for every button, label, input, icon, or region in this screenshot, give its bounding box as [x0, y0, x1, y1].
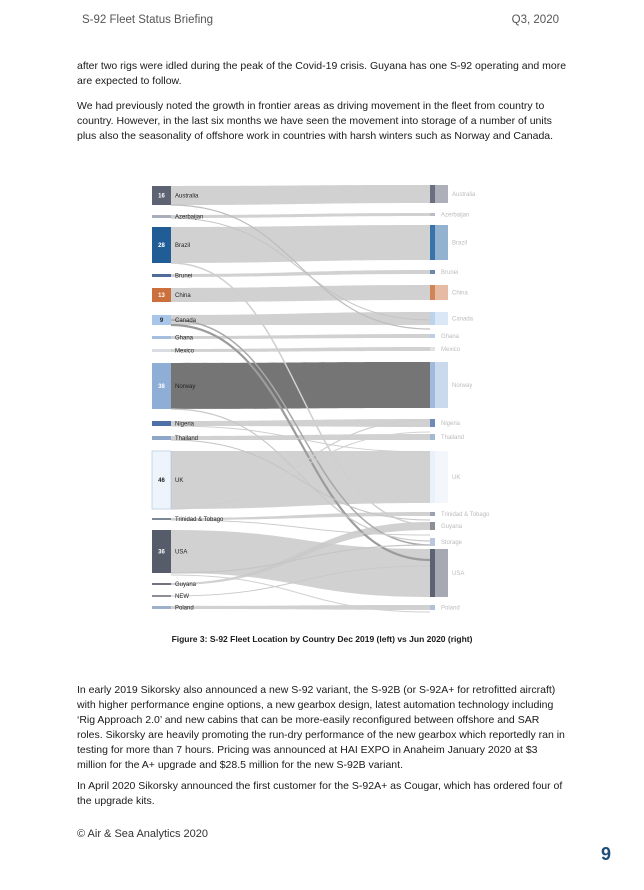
- right-node: [430, 185, 435, 203]
- right-node-label: UK: [452, 475, 461, 481]
- right-node-label: Canada: [452, 316, 474, 323]
- flow-band: [171, 225, 430, 263]
- right-node-label: Brunei: [441, 270, 459, 276]
- paragraph-3: In early 2019 Sikorsky also announced a new S-92 variant, the S-92B (or S-92A+ for retrofitted aircraft) with higher performance engine options, a new gearbox design, latest automation technology including ‘Rig Approach 2.0’ and new cabins that can be more-easily reconfigured between offshore and SAR roles. Sikorsky are heavily promoting the run-dry performance of the new gearbox which reportedly ran in testing for more than 7 hours. Pricing was announced at HAI EXPO in Anaheim January 2020 at $3 million for the A+ upgrade and $28.5 million for the new S-92B variant.: [77, 684, 565, 771]
- right-node: [430, 434, 435, 440]
- page-number: 9: [600, 844, 611, 864]
- right-node-shadow: [435, 451, 448, 503]
- cross-flow: [171, 320, 430, 545]
- left-node-label: Guyana: [175, 582, 197, 588]
- report-quarter: Q3, 2020: [511, 14, 559, 26]
- right-node: [430, 419, 435, 427]
- right-node: [430, 605, 435, 610]
- left-node: [152, 583, 171, 585]
- left-node: [152, 336, 171, 339]
- flow-band: [171, 270, 430, 277]
- right-node: [430, 225, 435, 260]
- node-count: 9: [159, 318, 164, 324]
- right-node: [430, 549, 435, 597]
- right-node: [430, 270, 435, 274]
- cross-flow: [171, 205, 430, 329]
- figure-caption: Figure 3: S-92 Fleet Location by Country Dec 2019 (left) vs Jun 2020 (right): [171, 634, 473, 644]
- left-node: [152, 215, 171, 218]
- right-node: [430, 522, 435, 530]
- left-node-label: NEW: [175, 594, 189, 600]
- left-node-label: Canada: [175, 318, 197, 324]
- node-count: 16: [158, 193, 165, 200]
- flow-band: [171, 605, 430, 610]
- flow-band: [171, 334, 430, 339]
- right-node-label: Poland: [441, 605, 460, 612]
- right-node-label: USA: [452, 571, 465, 577]
- flow-band: [171, 285, 430, 302]
- left-node-label: China: [175, 293, 191, 299]
- right-node: [430, 312, 435, 325]
- right-node: [430, 213, 435, 216]
- right-node-label: Azerbaijan: [441, 212, 470, 219]
- paragraph-1: after two rigs were idled during the peak of the Covid-19 crisis. Guyana has one S-92 operating and more are expected to follow.: [77, 60, 567, 87]
- left-node-label: Mexico: [175, 348, 195, 355]
- left-node: [152, 518, 171, 520]
- right-node-shadow: [435, 185, 448, 203]
- left-node-label: Trinidad & Tobago: [175, 517, 224, 523]
- left-node: [152, 421, 171, 426]
- paragraph-2: We had previously noted the growth in frontier areas as driving movement in the fleet from country to country. However, in the last six months we have seen the movement into storage of a number of units plus also the seasonality of offshore work in countries with harsh winters such as Norway and Canada.: [77, 100, 554, 142]
- flow-band: [171, 347, 430, 352]
- right-node-shadow: [435, 312, 448, 325]
- right-node: [430, 347, 435, 351]
- left-node-label: Australia: [175, 193, 199, 200]
- right-node-shadow: [435, 549, 448, 597]
- left-node-label: Norway: [175, 384, 196, 390]
- node-count: 28: [158, 243, 165, 249]
- left-node-label: Ghana: [175, 335, 194, 342]
- left-node-label: UK: [175, 478, 184, 484]
- flow-band: [171, 185, 430, 205]
- left-node: [152, 349, 171, 352]
- right-node-label: Trinidad & Tobago: [441, 512, 490, 518]
- flow-band: [171, 362, 430, 409]
- right-node-label: Brazil: [452, 240, 468, 247]
- right-node-shadow: [435, 362, 448, 408]
- left-node-label: Brunei: [175, 273, 193, 280]
- right-node: [430, 362, 435, 408]
- right-node: [430, 285, 435, 300]
- left-node-label: Azerbaijan: [175, 214, 204, 221]
- right-node: [430, 512, 435, 516]
- right-node-label: Nigeria: [441, 421, 461, 427]
- left-node: [152, 274, 171, 277]
- node-count: 38: [158, 384, 165, 390]
- left-node-label: Brazil: [175, 243, 191, 249]
- left-node-label: Thailand: [175, 436, 199, 442]
- left-node-label: Poland: [175, 605, 194, 612]
- right-node-label: Guyana: [441, 524, 463, 530]
- node-count: 36: [158, 549, 165, 556]
- copyright-footer: © Air & Sea Analytics 2020: [77, 828, 209, 840]
- left-node-label: USA: [175, 549, 188, 556]
- right-node-label: Mexico: [441, 347, 461, 353]
- left-node: [152, 595, 171, 597]
- right-node: [430, 334, 435, 338]
- right-node-label: Storage: [441, 540, 463, 546]
- right-node-label: Ghana: [441, 334, 460, 340]
- right-node-label: Norway: [452, 383, 473, 389]
- node-count: 13: [158, 293, 165, 299]
- left-node: [152, 436, 171, 440]
- right-node: [430, 451, 435, 503]
- flow-band: [171, 213, 430, 218]
- flow-band: [171, 312, 430, 325]
- paragraph-4: In April 2020 Sikorsky announced the first customer for the S-92A+ as Cougar, which has ordered four of the upgrade kits.: [77, 780, 563, 807]
- flow-band: [171, 530, 430, 597]
- node-count: 46: [158, 478, 165, 484]
- left-node: [152, 606, 171, 609]
- right-node-shadow: [435, 285, 448, 300]
- right-node-label: China: [452, 290, 468, 297]
- right-node-label: Australia: [452, 192, 476, 198]
- right-node: [430, 538, 435, 546]
- report-title: S-92 Fleet Status Briefing: [82, 14, 214, 26]
- right-node-label: Thailand: [441, 435, 465, 441]
- right-node-shadow: [435, 225, 448, 260]
- left-node-label: Nigeria: [175, 421, 195, 428]
